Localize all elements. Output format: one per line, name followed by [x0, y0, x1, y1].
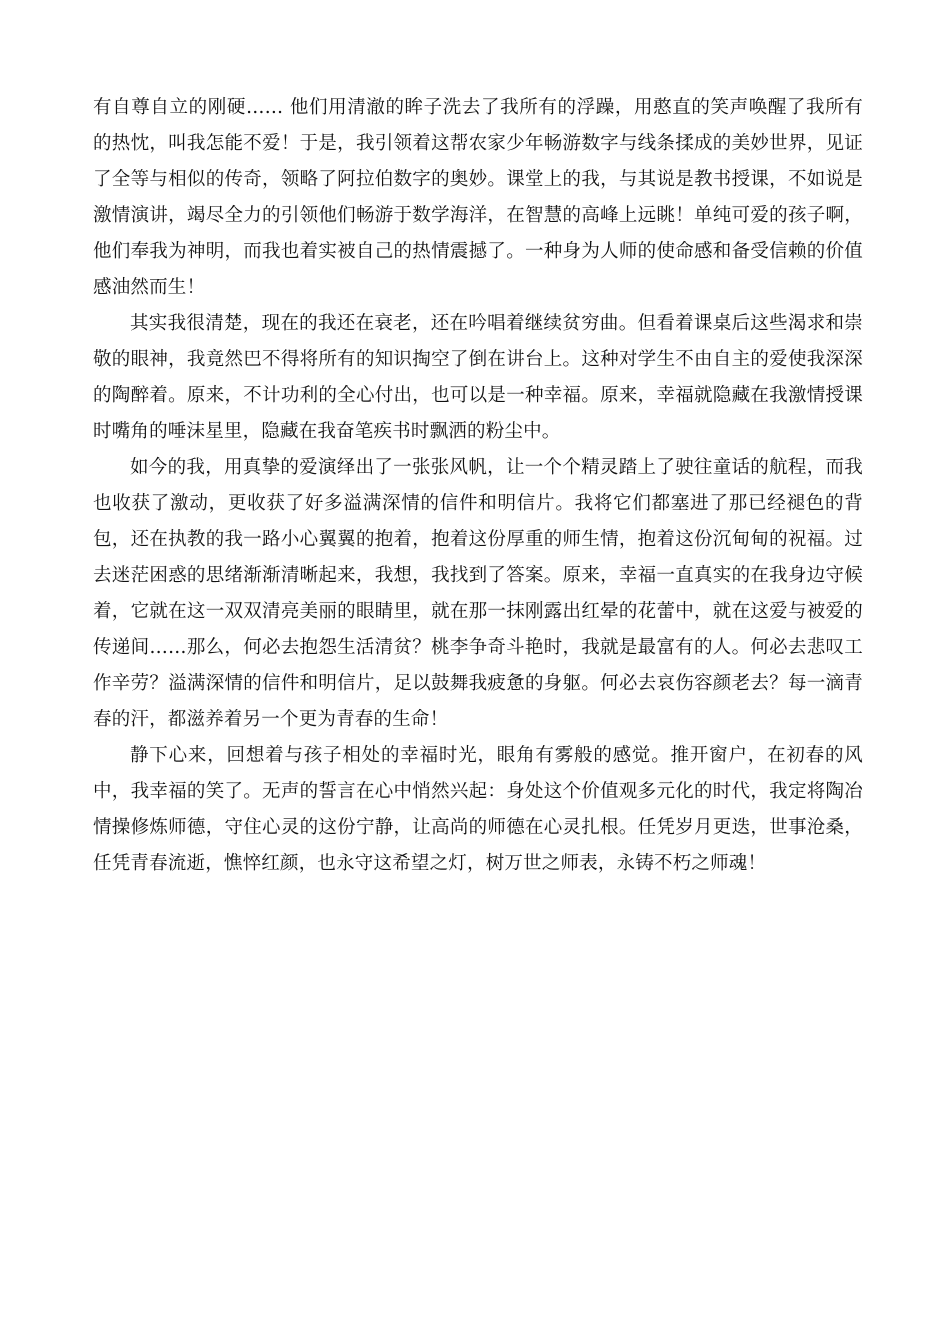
- essay-body: [93, 90, 863, 882]
- paragraph: 如今的我，用真挚的爱演绎出了一张张风帆，让一个个精灵踏上了驶往童话的航程，而我也收获了激动，更收获了好多溢满深情的信件和明信片。我将它们都塞进了那已经褪色的背包，还在执教的我一路小心翼翼的抱着，抱着这份厚重的师生情，抱着这份沉甸甸的祝福。过去迷茫困惑的思绪渐渐清晰起来，我想，我找到了答案。原来，幸福一直真实的在我身边守候着，它就在这一双双清亮美丽的眼睛里，就在那一抹刚露出红晕的花蕾中，就在这爱与被爱的传递间……那么，何必去抱怨生活清贫？桃李争奇斗艳时，我就是最富有的人。何必去悲叹工作辛劳？溢满深情的信件和明信片，足以鼓舞我疲惫的身躯。何必去哀伤容颜老去？每一滴青春的汗，都滋养着另一个更为青春的生命！: [93, 457, 863, 730]
- paragraph-continued: 有自尊自立的刚硬…… 他们用清澈的眸子洗去了我所有的浮躁，用憨直的笑声唤醒了我所有的热忱，叫我怎能不爱！于是，我引领着这帮农家少年畅游数字与线条揉成的美妙世界，见证了全等与相似的传奇，领略了阿拉伯数字的奥妙。课堂上的我，与其说是教书授课，不如说是激情演讲，竭尽全力的引领他们畅游于数学海洋，在智慧的高峰上远眺！单纯可爱的孩子啊，他们奉我为神明，而我也着实被自己的热情震撼了。一种身为人师的使命感和备受信赖的价值感油然而生！: [93, 97, 863, 298]
- paragraph: 其实我很清楚，现在的我还在衰老，还在吟唱着继续贫穷曲。但看着课桌后这些渴求和崇敬的眼神，我竟然巴不得将所有的知识掏空了倒在讲台上。这种对学生不由自主的爱使我深深的陶醉着。原来，不计功利的全心付出，也可以是一种幸福。原来，幸福就隐藏在我激情授课时嘴角的唾沫星里，隐藏在我奋笔疾书时飘洒的粉尘中。: [93, 313, 863, 442]
- paragraph: 静下心来，回想着与孩子相处的幸福时光，眼角有雾般的感觉。推开窗户，在初春的风中，我幸福的笑了。无声的誓言在心中悄然兴起：身处这个价值观多元化的时代，我定将陶冶情操修炼师德，守住心灵的这份宁静，让高尚的师德在心灵扎根。任凭岁月更迭，世事沧桑，任凭青春流逝，憔悴红颜，也永守这希望之灯，树万世之师表，永铸不朽之师魂！: [93, 745, 863, 874]
